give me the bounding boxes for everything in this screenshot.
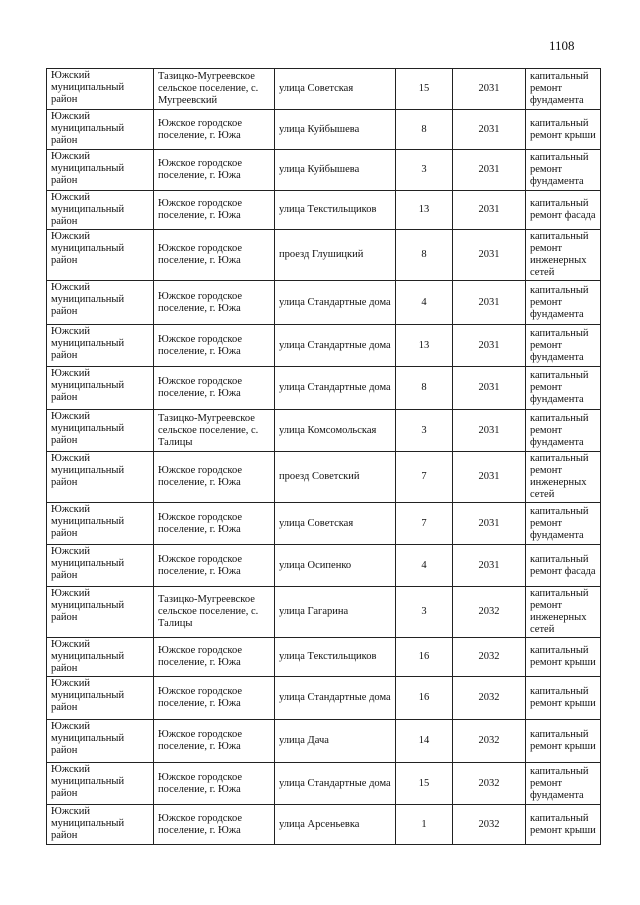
house-number-cell: 3 bbox=[396, 410, 453, 452]
table-body bbox=[47, 69, 601, 845]
year-cell: 2031 bbox=[453, 452, 526, 503]
table-row bbox=[47, 763, 601, 805]
table-row bbox=[47, 281, 601, 325]
table-row bbox=[47, 452, 601, 503]
work-type-cell: капитальный ремонт фундамента bbox=[526, 763, 601, 805]
street-cell: улица Стандартные дома bbox=[275, 281, 396, 325]
street-cell: улица Осипенко bbox=[275, 545, 396, 587]
settlement-cell: Южское городское поселение, г. Южа bbox=[154, 677, 275, 720]
settlement-cell: Южское городское поселение, г. Южа bbox=[154, 805, 275, 845]
work-type-cell: капитальный ремонт крыши bbox=[526, 638, 601, 677]
table-row bbox=[47, 638, 601, 677]
settlement-cell: Южское городское поселение, г. Южа bbox=[154, 367, 275, 410]
house-number-cell: 15 bbox=[396, 69, 453, 110]
street-cell: улица Куйбышева bbox=[275, 110, 396, 150]
house-number-cell: 8 bbox=[396, 110, 453, 150]
street-cell: улица Советская bbox=[275, 69, 396, 110]
work-type-cell: капитальный ремонт фундамента bbox=[526, 410, 601, 452]
district-cell: Южский муниципальный район bbox=[47, 69, 154, 110]
street-cell: улица Стандартные дома bbox=[275, 763, 396, 805]
table-row bbox=[47, 110, 601, 150]
table-row bbox=[47, 325, 601, 367]
district-cell: Южский муниципальный район bbox=[47, 230, 154, 281]
house-number-cell: 15 bbox=[396, 763, 453, 805]
street-cell: улица Стандартные дома bbox=[275, 367, 396, 410]
work-type-cell: капитальный ремонт фундамента bbox=[526, 503, 601, 545]
settlement-cell: Тазицко-Мугреевское сельское поселение, с. Талицы bbox=[154, 587, 275, 638]
settlement-cell: Тазицко-Мугреевское сельское поселение, с. Мугреевский bbox=[154, 69, 275, 110]
work-type-cell: капитальный ремонт фундамента bbox=[526, 69, 601, 110]
street-cell: улица Гагарина bbox=[275, 587, 396, 638]
page-number: 1108 bbox=[549, 38, 575, 53]
settlement-cell: Южское городское поселение, г. Южа bbox=[154, 638, 275, 677]
work-type-cell: капитальный ремонт инженерных сетей bbox=[526, 587, 601, 638]
street-cell: улица Арсеньевка bbox=[275, 805, 396, 845]
year-cell: 2031 bbox=[453, 545, 526, 587]
settlement-cell: Южское городское поселение, г. Южа bbox=[154, 230, 275, 281]
table-row bbox=[47, 367, 601, 410]
work-type-cell: капитальный ремонт фундамента bbox=[526, 150, 601, 191]
house-number-cell: 13 bbox=[396, 325, 453, 367]
year-cell: 2032 bbox=[453, 638, 526, 677]
table-row bbox=[47, 150, 601, 191]
settlement-cell: Южское городское поселение, г. Южа bbox=[154, 150, 275, 191]
table-row bbox=[47, 545, 601, 587]
house-number-cell: 16 bbox=[396, 638, 453, 677]
district-cell: Южский муниципальный район bbox=[47, 503, 154, 545]
table-row bbox=[47, 805, 601, 845]
work-type-cell: капитальный ремонт крыши bbox=[526, 110, 601, 150]
table-row bbox=[47, 69, 601, 110]
year-cell: 2031 bbox=[453, 69, 526, 110]
settlement-cell: Южское городское поселение, г. Южа bbox=[154, 191, 275, 230]
house-number-cell: 7 bbox=[396, 452, 453, 503]
settlement-cell: Южское городское поселение, г. Южа bbox=[154, 720, 275, 763]
work-type-cell: капитальный ремонт фасада bbox=[526, 191, 601, 230]
settlement-cell: Южское городское поселение, г. Южа bbox=[154, 452, 275, 503]
work-type-cell: капитальный ремонт фундамента bbox=[526, 325, 601, 367]
house-number-cell: 16 bbox=[396, 677, 453, 720]
street-cell: улица Текстильщиков bbox=[275, 191, 396, 230]
year-cell: 2031 bbox=[453, 191, 526, 230]
district-cell: Южский муниципальный район bbox=[47, 638, 154, 677]
district-cell: Южский муниципальный район bbox=[47, 452, 154, 503]
house-number-cell: 3 bbox=[396, 587, 453, 638]
settlement-cell: Южское городское поселение, г. Южа bbox=[154, 281, 275, 325]
house-number-cell: 4 bbox=[396, 545, 453, 587]
street-cell: проезд Советский bbox=[275, 452, 396, 503]
district-cell: Южский муниципальный район bbox=[47, 805, 154, 845]
year-cell: 2031 bbox=[453, 110, 526, 150]
district-cell: Южский муниципальный район bbox=[47, 587, 154, 638]
work-type-cell: капитальный ремонт фасада bbox=[526, 545, 601, 587]
year-cell: 2032 bbox=[453, 677, 526, 720]
work-type-cell: капитальный ремонт фундамента bbox=[526, 367, 601, 410]
street-cell: улица Текстильщиков bbox=[275, 638, 396, 677]
street-cell: улица Стандартные дома bbox=[275, 325, 396, 367]
work-type-cell: капитальный ремонт крыши bbox=[526, 677, 601, 720]
year-cell: 2031 bbox=[453, 230, 526, 281]
district-cell: Южский муниципальный район bbox=[47, 720, 154, 763]
district-cell: Южский муниципальный район bbox=[47, 191, 154, 230]
district-cell: Южский муниципальный район bbox=[47, 410, 154, 452]
repair-schedule-table bbox=[46, 68, 601, 845]
house-number-cell: 14 bbox=[396, 720, 453, 763]
table-row bbox=[47, 720, 601, 763]
house-number-cell: 8 bbox=[396, 230, 453, 281]
district-cell: Южский муниципальный район bbox=[47, 763, 154, 805]
settlement-cell: Южское городское поселение, г. Южа bbox=[154, 110, 275, 150]
street-cell: улица Советская bbox=[275, 503, 396, 545]
table-row bbox=[47, 410, 601, 452]
district-cell: Южский муниципальный район bbox=[47, 110, 154, 150]
house-number-cell: 7 bbox=[396, 503, 453, 545]
street-cell: улица Дача bbox=[275, 720, 396, 763]
year-cell: 2032 bbox=[453, 720, 526, 763]
street-cell: улица Комсомольская bbox=[275, 410, 396, 452]
settlement-cell: Южское городское поселение, г. Южа bbox=[154, 763, 275, 805]
table-row bbox=[47, 230, 601, 281]
settlement-cell: Южское городское поселение, г. Южа bbox=[154, 545, 275, 587]
house-number-cell: 8 bbox=[396, 367, 453, 410]
year-cell: 2031 bbox=[453, 150, 526, 191]
work-type-cell: капитальный ремонт крыши bbox=[526, 805, 601, 845]
year-cell: 2031 bbox=[453, 503, 526, 545]
year-cell: 2031 bbox=[453, 367, 526, 410]
work-type-cell: капитальный ремонт фундамента bbox=[526, 281, 601, 325]
year-cell: 2032 bbox=[453, 763, 526, 805]
year-cell: 2032 bbox=[453, 587, 526, 638]
work-type-cell: капитальный ремонт инженерных сетей bbox=[526, 452, 601, 503]
year-cell: 2031 bbox=[453, 410, 526, 452]
year-cell: 2032 bbox=[453, 805, 526, 845]
house-number-cell: 4 bbox=[396, 281, 453, 325]
house-number-cell: 13 bbox=[396, 191, 453, 230]
street-cell: проезд Глушицкий bbox=[275, 230, 396, 281]
table-row bbox=[47, 503, 601, 545]
district-cell: Южский муниципальный район bbox=[47, 325, 154, 367]
settlement-cell: Южское городское поселение, г. Южа bbox=[154, 503, 275, 545]
settlement-cell: Южское городское поселение, г. Южа bbox=[154, 325, 275, 367]
year-cell: 2031 bbox=[453, 325, 526, 367]
street-cell: улица Стандартные дома bbox=[275, 677, 396, 720]
table-row bbox=[47, 587, 601, 638]
work-type-cell: капитальный ремонт инженерных сетей bbox=[526, 230, 601, 281]
house-number-cell: 3 bbox=[396, 150, 453, 191]
table-row bbox=[47, 191, 601, 230]
district-cell: Южский муниципальный район bbox=[47, 281, 154, 325]
district-cell: Южский муниципальный район bbox=[47, 677, 154, 720]
table-row bbox=[47, 677, 601, 720]
year-cell: 2031 bbox=[453, 281, 526, 325]
district-cell: Южский муниципальный район bbox=[47, 545, 154, 587]
district-cell: Южский муниципальный район bbox=[47, 150, 154, 191]
work-type-cell: капитальный ремонт крыши bbox=[526, 720, 601, 763]
street-cell: улица Куйбышева bbox=[275, 150, 396, 191]
district-cell: Южский муниципальный район bbox=[47, 367, 154, 410]
house-number-cell: 1 bbox=[396, 805, 453, 845]
settlement-cell: Тазицко-Мугреевское сельское поселение, с. Талицы bbox=[154, 410, 275, 452]
